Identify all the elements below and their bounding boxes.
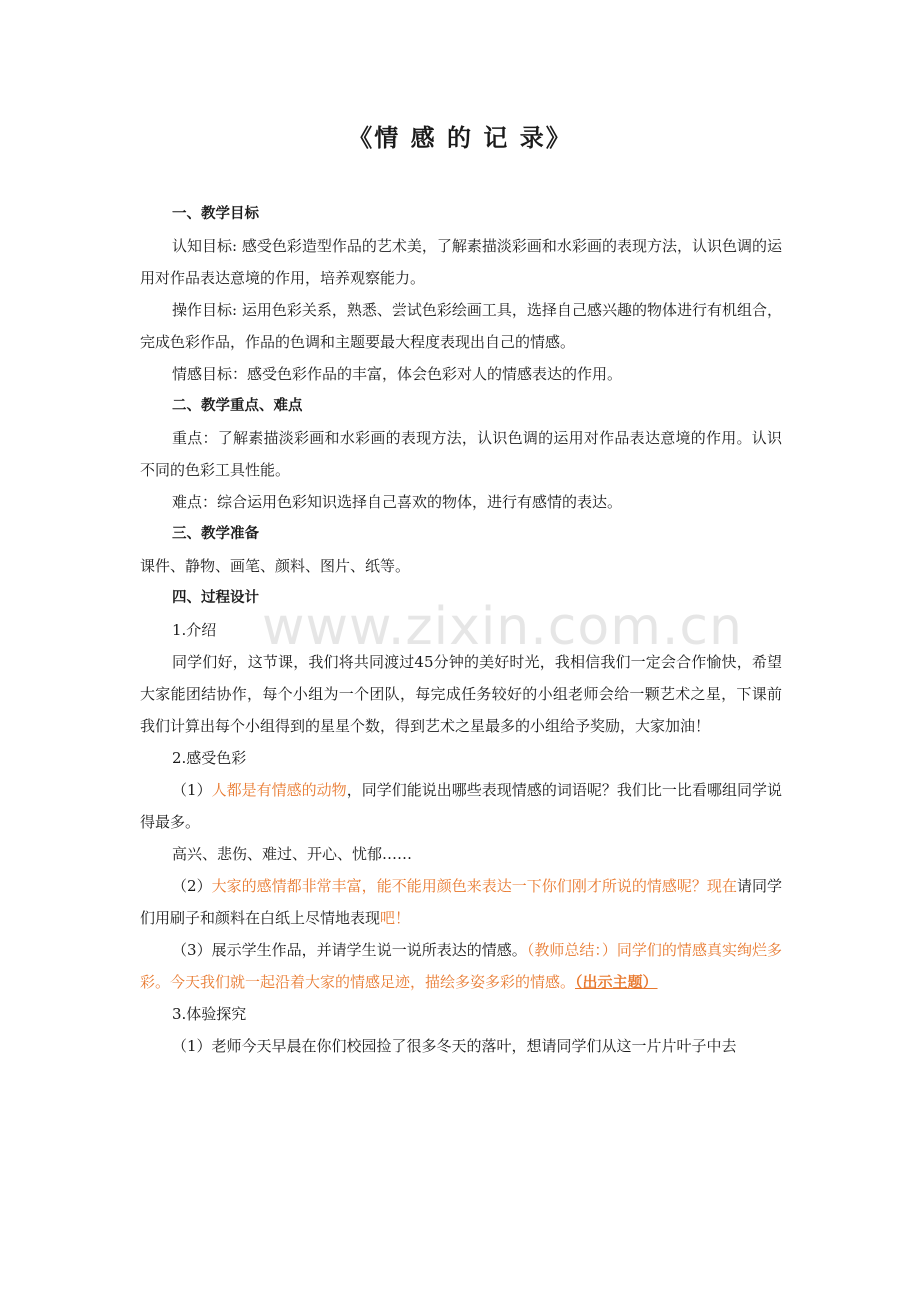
step-text: ，同学们能说出哪些表现情感的词语呢？我们比一比看哪组同学说得最多。 xyxy=(140,781,782,831)
paragraph-operation-goal: 操作目标: 运用色彩关系，熟悉、尝试色彩绘画工具，选择自己感兴趣的物体进行有机组合，完成色彩作品，作品的色调和主题要最大程度表现出自己的情感。 xyxy=(140,301,782,351)
step-number: （1） xyxy=(172,781,212,799)
paragraph-difficulty: 难点：综合运用色彩知识选择自己喜欢的物体，进行有感情的表达。 xyxy=(172,493,623,511)
highlighted-text: （教师总结：）同学们的情感真实绚烂多彩。今天我们就一起沿着大家的情感足迹，描绘多姿多彩的情感。 xyxy=(140,941,782,991)
section-heading-objectives: 一、教学目标 xyxy=(172,206,259,222)
show-theme-label: （出示主题） xyxy=(575,973,658,991)
paragraph-step-1 xyxy=(140,774,782,838)
paragraph-explore-step-1: （1）老师今天早晨在你们校园捡了很多冬天的落叶，想请同学们从这一片片叶子中去 xyxy=(172,1037,737,1055)
section-heading-preparation: 三、教学准备 xyxy=(172,526,259,542)
step-text: （3）展示学生作品，并请学生说一说所表达的情感。 xyxy=(172,941,527,959)
paragraph-emotion-goal: 情感目标：感受色彩作品的丰富，体会色彩对人的情感表达的作用。 xyxy=(172,365,623,383)
highlighted-text: 大家的感情都非常丰富，能不能用颜色来表达一下你们刚才所说的情感呢？现在 xyxy=(211,877,737,895)
document-title: 《情 感 的 记 录》 xyxy=(348,124,572,152)
watermark: www.zixin.com.cn xyxy=(262,597,743,657)
paragraph-step-2 xyxy=(140,870,782,934)
section-heading-key-points: 二、教学重点、难点 xyxy=(172,398,303,414)
paragraph-cognitive-goal: 认知目标: 感受色彩造型作品的艺术美，了解素描淡彩画和水彩画的表现方法，认识色调的运用对作品表达意境的作用，培养观察能力。 xyxy=(140,237,782,287)
paragraph-emotion-words: 高兴、悲伤、难过、开心、忧郁…… xyxy=(172,845,413,863)
step-number: （2） xyxy=(172,877,212,895)
paragraph-step-3 xyxy=(140,934,782,998)
paragraph-materials: 课件、静物、画笔、颜料、图片、纸等。 xyxy=(140,557,411,575)
paragraph-key-point: 重点：了解素描淡彩画和水彩画的表现方法，认识色调的运用对作品表达意境的作用。认识不同的色彩工具性能。 xyxy=(140,429,782,479)
paragraph-intro: 同学们好，这节课，我们将共同渡过45分钟的美好时光，我相信我们一定会合作愉快，希望大家能团结协作，每个小组为一个团队，每完成任务较好的小组老师会给一颗艺术之星，下课前我们计算出每个小组得到的星星个数，得到艺术之星最多的小组给予奖励，大家加油！ xyxy=(140,653,782,735)
subsection-title-feel-color: 2.感受色彩 xyxy=(172,749,247,767)
subsection-title-intro: 1.介绍 xyxy=(172,621,217,639)
step-text: 请同学们用刷子和颜料在白纸上尽情地表现 xyxy=(140,877,782,927)
subsection-title-explore: 3.体验探究 xyxy=(172,1005,247,1023)
highlighted-text: 吧！ xyxy=(380,909,411,927)
section-heading-process: 四、过程设计 xyxy=(172,590,259,606)
highlighted-text: 人都是有情感的动物 xyxy=(211,781,347,799)
document-body xyxy=(140,198,782,1062)
